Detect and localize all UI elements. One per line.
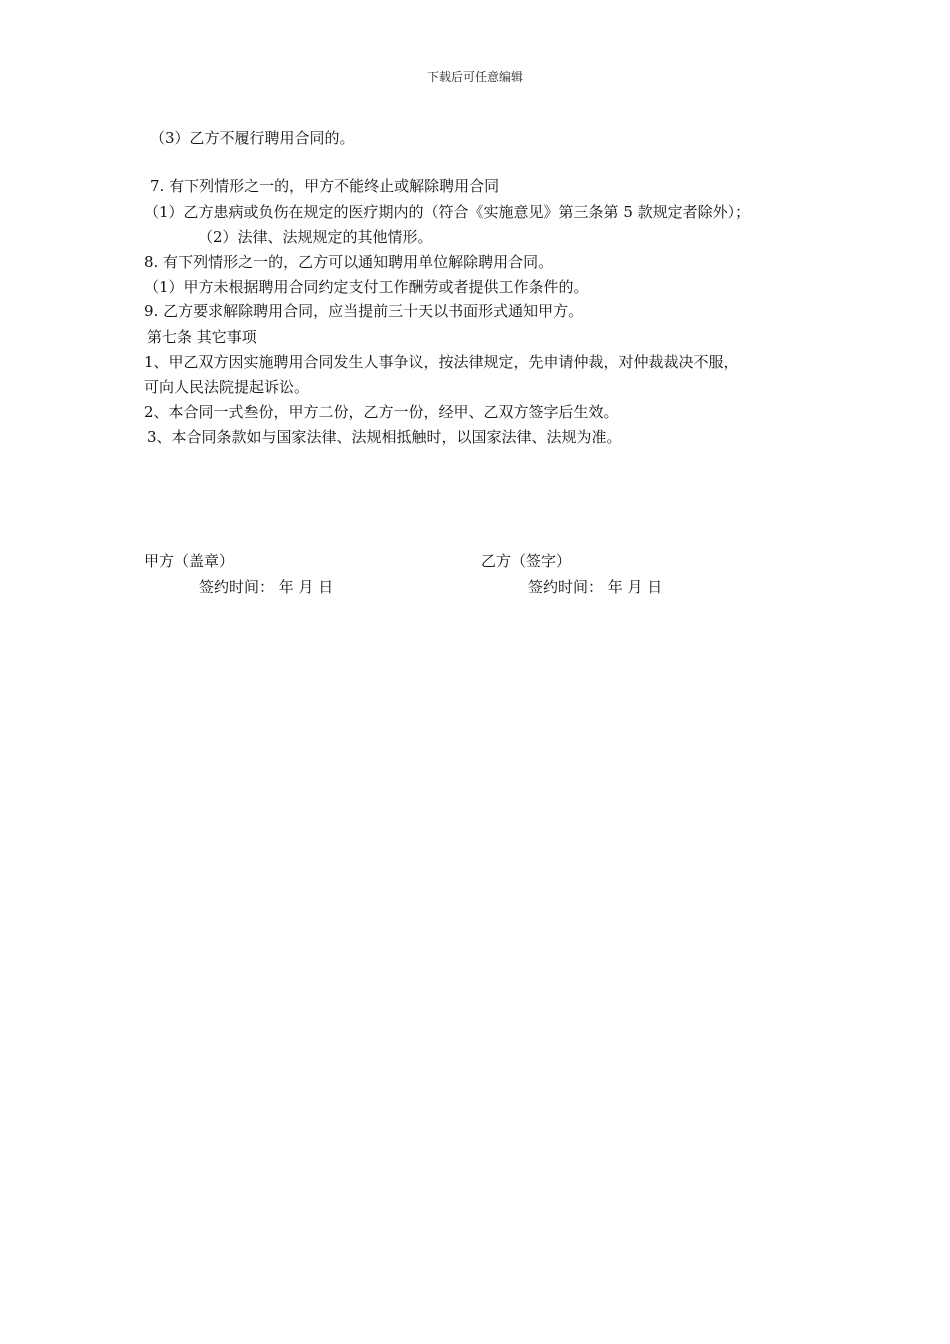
clause-line-10: 可向人民法院提起诉讼。	[144, 378, 310, 396]
clause-line-3: （1）乙方患病或负伤在规定的医疗期内的（符合《实施意见》第三条第 5 款规定者除外）；	[144, 203, 751, 221]
clause-line-1: （3）乙方不履行聘用合同的。	[150, 129, 355, 147]
clause-line-12: 3、本合同条款如与国家法律、法规相抵触时，以国家法律、法规为准。	[147, 428, 622, 446]
clause-line-2: 7. 有下列情形之一的，甲方不能终止或解除聘用合同	[150, 177, 500, 195]
clause-line-9: 1、甲乙双方因实施聘用合同发生人事争议，按法律规定，先申请仲裁，对仲裁裁决不服，	[144, 353, 739, 371]
header-note: 下载后可任意编辑	[426, 70, 523, 84]
party-a-date: 签约时间： 年 月 日	[199, 578, 334, 596]
party-b-label: 乙方（签字）	[481, 552, 572, 570]
clause-line-6: （1）甲方未根据聘用合同约定支付工作酬劳或者提供工作条件的。	[144, 278, 589, 296]
party-a-label: 甲方（盖章）	[144, 552, 235, 570]
clause-line-5: 8. 有下列情形之一的，乙方可以通知聘用单位解除聘用合同。	[144, 253, 554, 271]
section-title: 第七条 其它事项	[147, 328, 257, 346]
clause-line-7: 9. 乙方要求解除聘用合同，应当提前三十天以书面形式通知甲方。	[144, 302, 584, 320]
clause-line-4: （2）法律、法规规定的其他情形。	[198, 228, 433, 246]
clause-line-11: 2、本合同一式叁份，甲方二份，乙方一份，经甲、乙双方签字后生效。	[144, 403, 619, 421]
party-b-date: 签约时间： 年 月 日	[528, 578, 663, 596]
